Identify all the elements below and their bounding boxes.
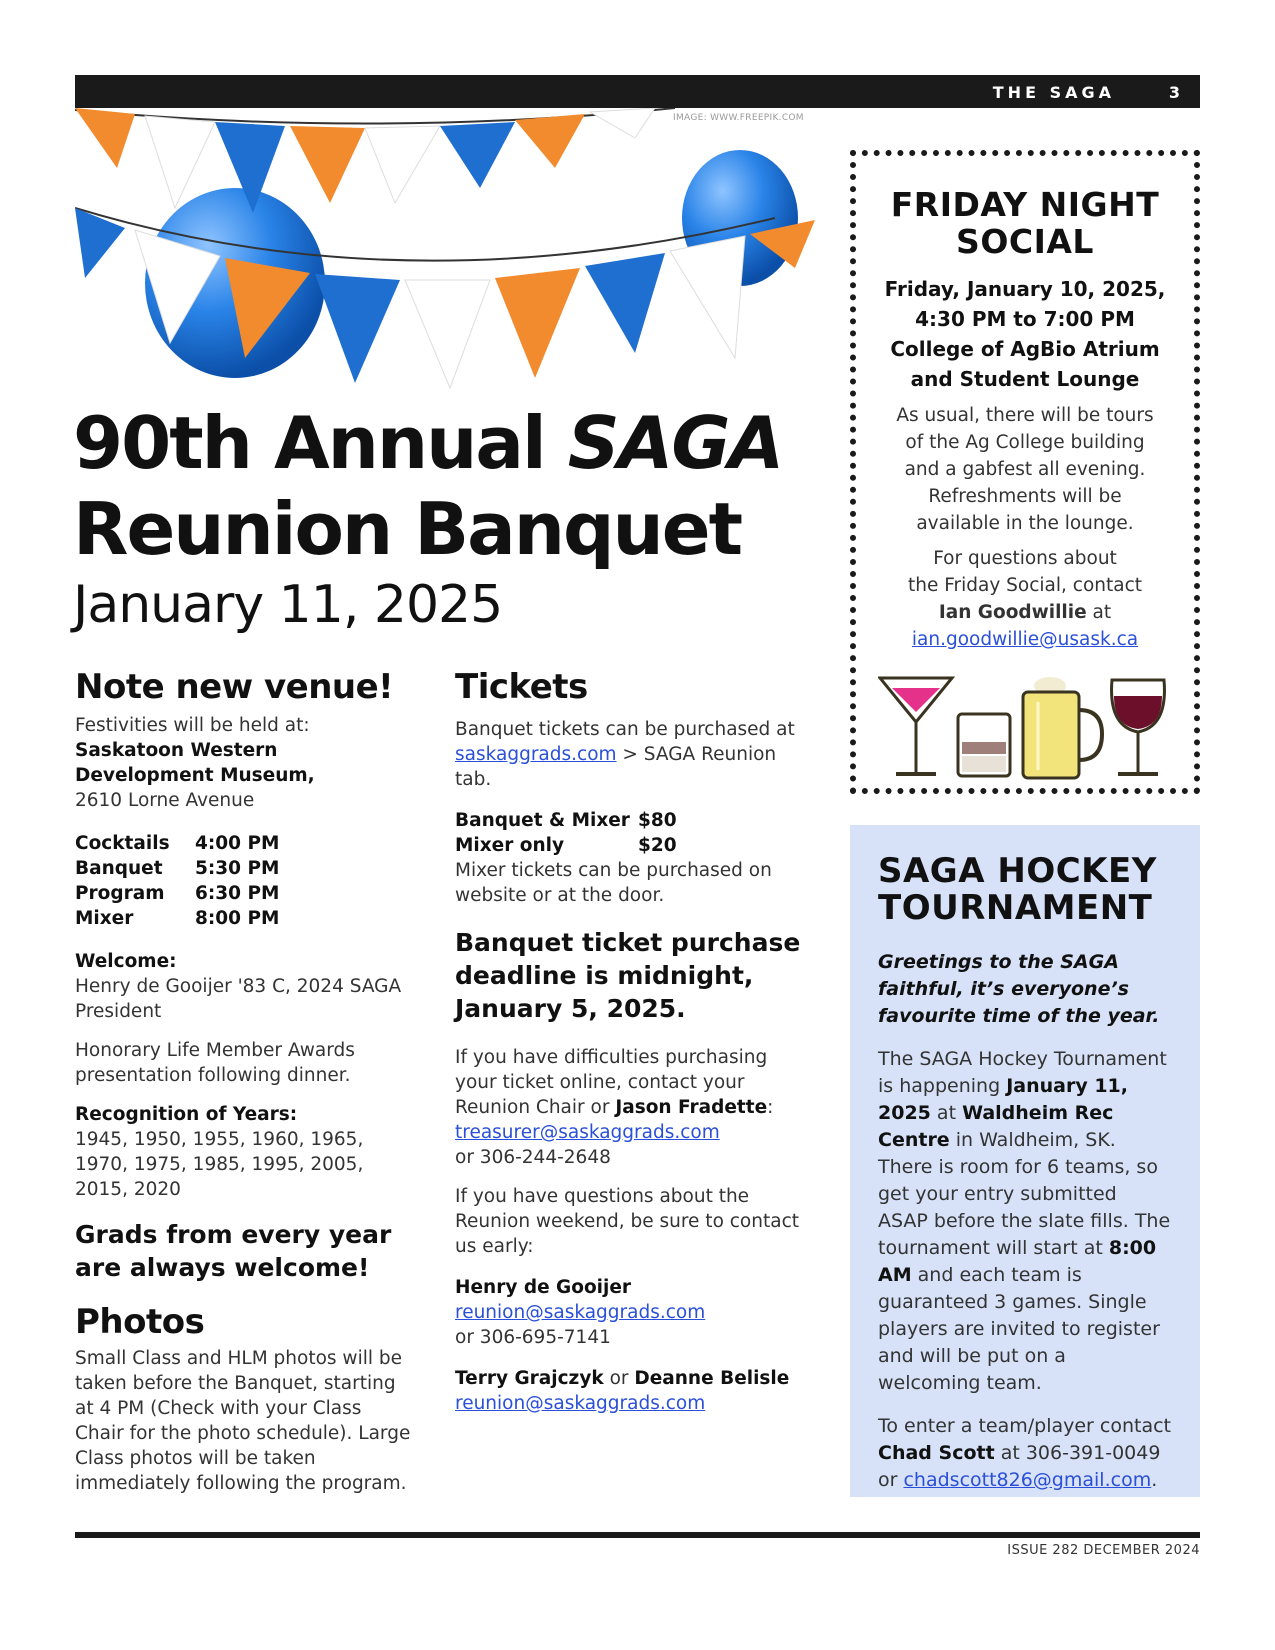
image-credit: IMAGE: WWW.FREEPIK.COM <box>673 113 804 123</box>
event-date: January 11, 2025 <box>73 575 503 635</box>
contact1-name: Henry de Gooijer <box>455 1277 632 1298</box>
title-line1: 90th Annual SAGA <box>73 401 783 485</box>
contact-name: Jason Fradette <box>615 1097 768 1118</box>
tickets-heading: Tickets <box>455 667 588 707</box>
price-label: Banquet & Mixer <box>455 810 630 831</box>
friday-social-box <box>850 150 1200 794</box>
venue-name-line2: Development Museum, <box>75 765 315 786</box>
questions-text: If you have questions about the Reunion weekend, be sure to contact us early: <box>455 1186 799 1257</box>
bunting-banner-image <box>75 108 815 408</box>
recognition-label: Recognition of Years: <box>75 1104 298 1125</box>
wine-glass-icon <box>1112 680 1165 774</box>
bunting-illustration <box>75 108 815 408</box>
schedule-label: Cocktails <box>75 833 170 854</box>
contact1-phone: or 306-695-7141 <box>455 1327 611 1348</box>
friday-contact-name: Ian Goodwillie <box>938 602 1087 623</box>
photos-heading: Photos <box>75 1302 205 1342</box>
welcome-text: Henry de Gooijer '83 C, 2024 SAGA President <box>75 976 402 1022</box>
hockey-contact: To enter a team/player contact Chad Scott at 306-391-0049 or chadscott826@gmail.com. <box>878 1415 1172 1491</box>
deadline-heading: Banquet ticket purchase deadline is midnight, January 5, 2025. <box>455 928 801 1023</box>
mixer-note: Mixer tickets can be purchased on website or at the door. <box>455 860 772 906</box>
contact2-names: Terry Grajczyk or Deanne Belisle <box>455 1368 790 1389</box>
tickets-purchase-text: Banquet tickets can be purchased at <box>455 719 795 740</box>
event-schedule <box>75 831 415 931</box>
beer-mug-icon <box>1023 677 1102 778</box>
page-number: 3 <box>1168 83 1180 102</box>
difficulty-text: If you have difficulties purchasing your ticket online, contact your Reunion Chair or Jason Fradette: <box>455 1047 774 1118</box>
venue-intro: Festivities will be held at: <box>75 715 310 736</box>
contact1-email-link[interactable]: reunion@saskaggrads.com <box>455 1302 706 1323</box>
header-bar <box>75 75 1200 108</box>
hockey-heading: SAGA HOCKEY TOURNAMENT <box>878 851 1157 928</box>
venue-heading: Note new venue! <box>75 667 394 707</box>
publication-name: THE SAGA <box>992 83 1115 102</box>
schedule-label: Mixer <box>75 908 134 929</box>
price-value: $80 <box>638 810 677 831</box>
schedule-label: Banquet <box>75 858 163 879</box>
schedule-time: 6:30 PM <box>195 883 280 904</box>
schedule-time: 5:30 PM <box>195 858 280 879</box>
tickets-column <box>455 667 810 1416</box>
hockey-intro: Greetings to the SAGA faithful, it’s everyone’s favourite time of the year. <box>878 951 1160 1027</box>
schedule-time: 4:00 PM <box>195 833 280 854</box>
ticket-prices <box>455 808 810 858</box>
venue-column <box>75 667 415 1496</box>
schedule-time: 8:00 PM <box>195 908 280 929</box>
price-label: Mixer only <box>455 835 565 856</box>
welcome-label: Welcome: <box>75 951 177 972</box>
photos-text: Small Class and HLM photos will be taken before the Banquet, starting at 4 PM (Check with your Class Chair for the photo schedule). Large Class photos will be taken immediately following the program. <box>75 1348 411 1494</box>
page-title <box>73 400 782 572</box>
drinks-illustration <box>878 674 1178 784</box>
hockey-contact-email-link[interactable]: chadscott826@gmail.com <box>903 1469 1152 1491</box>
martini-glass-icon <box>880 678 952 774</box>
tickets-website-link[interactable]: saskaggrads.com <box>455 744 617 765</box>
friday-heading: FRIDAY NIGHT SOCIAL <box>890 185 1160 261</box>
schedule-label: Program <box>75 883 165 904</box>
footer-rule <box>75 1532 1200 1538</box>
friday-questions-text: For questions about the Friday Social, contact Ian Goodwillie at ian.goodwillie@usask.ca <box>907 548 1143 650</box>
hockey-tournament-box <box>850 825 1200 1497</box>
footer-issue: ISSUE 282 DECEMBER 2024 <box>1007 1543 1200 1558</box>
recognition-years: 1945, 1950, 1955, 1960, 1965, 1970, 1975, 1985, 1995, 2005, 2015, 2020 <box>75 1129 364 1200</box>
tickets-purchase-suffix: > SAGA Reunion tab. <box>455 744 777 790</box>
friday-tours-text: As usual, there will be tours of the Ag College building and a gabfest all evening. Refreshments will be available in the lounge. <box>896 405 1154 534</box>
grads-welcome-heading: Grads from every year are always welcome! <box>75 1220 392 1282</box>
treasurer-email-link[interactable]: treasurer@saskaggrads.com <box>455 1122 720 1143</box>
friday-when: Friday, January 10, 2025, 4:30 PM to 7:00 PM College of AgBio Atrium and Student Lounge <box>884 277 1166 391</box>
title-line2: Reunion Banquet <box>73 487 742 571</box>
friday-contact-email-link[interactable]: ian.goodwillie@usask.ca <box>911 629 1139 650</box>
contact2-email-link[interactable]: reunion@saskaggrads.com <box>455 1393 706 1414</box>
whisky-glass-icon <box>958 714 1010 776</box>
awards-text: Honorary Life Member Awards presentation following dinner. <box>75 1040 355 1086</box>
treasurer-phone: or 306-244-2648 <box>455 1147 611 1168</box>
price-value: $20 <box>638 835 677 856</box>
venue-address: 2610 Lorne Avenue <box>75 790 255 811</box>
venue-name-line1: Saskatoon Western <box>75 740 278 761</box>
hockey-details: The SAGA Hockey Tournament is happening January 11, 2025 at Waldheim Rec Centre in Waldheim, SK. There is room for 6 teams, so get your entry submitted ASAP before the slate fills. The tournament will start at 8:00 AM and each team is guaranteed 3 games. Single players are invited to register and will be put on a welcoming team. <box>878 1048 1171 1394</box>
